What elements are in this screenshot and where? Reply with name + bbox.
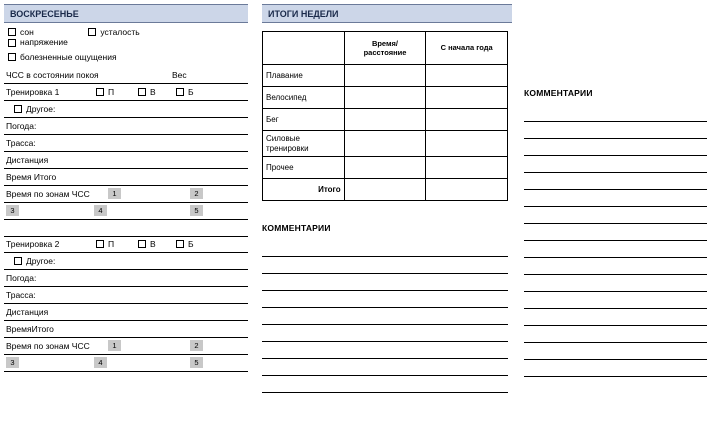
- checkbox-fatigue[interactable]: [88, 28, 192, 37]
- workout2-zones-row-1[interactable]: [4, 338, 248, 355]
- cell-cycling-week[interactable]: [344, 87, 426, 109]
- workout1-option-v-label: В: [150, 86, 156, 97]
- workout2-zones-row-2[interactable]: [4, 355, 248, 372]
- workout2-title: Тренировка 2: [6, 239, 60, 249]
- checkbox-box-icon[interactable]: [14, 257, 22, 265]
- comment-line[interactable]: [262, 257, 508, 274]
- feelings-row-1: [8, 28, 244, 49]
- comment-line[interactable]: [524, 173, 707, 190]
- checkbox-stress-label: напряжение: [20, 37, 68, 48]
- workout1-option-v[interactable]: [138, 88, 156, 97]
- comment-line[interactable]: [524, 292, 707, 309]
- workout1-other-label: Другое:: [26, 103, 56, 114]
- comment-line[interactable]: [524, 207, 707, 224]
- sunday-header: ВОСКРЕСЕНЬЕ: [4, 4, 248, 23]
- workout2-option-b[interactable]: [176, 240, 194, 249]
- workout1-time-total-row[interactable]: [4, 169, 248, 186]
- resting-hr-weight-row[interactable]: [4, 67, 248, 84]
- sunday-column: [4, 4, 248, 372]
- middle-comment-lines: [262, 240, 508, 393]
- workout1-option-p[interactable]: [96, 88, 114, 97]
- checkbox-box-icon[interactable]: [176, 240, 184, 248]
- comment-line[interactable]: [262, 240, 508, 257]
- checkbox-fatigue-label: усталость: [100, 27, 140, 37]
- col-header-activity: [263, 32, 345, 65]
- workout2-distance-row[interactable]: [4, 304, 248, 321]
- zone-badge-5: 5: [190, 205, 203, 216]
- table-header-row: [263, 32, 508, 65]
- cell-swimming-week[interactable]: [344, 65, 426, 87]
- comment-line[interactable]: [524, 190, 707, 207]
- workout2-route-label: Трасса:: [6, 289, 36, 300]
- zone-badge-1: 1: [108, 340, 121, 351]
- zone-badge-4: 4: [94, 357, 107, 368]
- checkbox-soreness-label: болезненные ощущения: [20, 51, 117, 62]
- cell-total-week[interactable]: [344, 179, 426, 201]
- comment-line[interactable]: [524, 139, 707, 156]
- workout1-route-label: Трасса:: [6, 137, 36, 148]
- checkbox-box-icon[interactable]: [138, 88, 146, 96]
- feelings-checkbox-group: [4, 23, 248, 67]
- workout2-zones-label: Время по зонам ЧСС: [6, 340, 90, 351]
- workout2-option-p[interactable]: [96, 240, 114, 249]
- weight-label: Вес: [172, 69, 187, 80]
- workout2-weather-row[interactable]: [4, 270, 248, 287]
- workout1-distance-label: Дистанция: [6, 154, 49, 165]
- checkbox-box-icon[interactable]: [96, 240, 104, 248]
- right-comment-lines: [524, 105, 707, 377]
- table-row: [263, 87, 508, 109]
- workout1-zones-row-2[interactable]: [4, 203, 248, 220]
- comment-line[interactable]: [524, 122, 707, 139]
- middle-comments-title: КОММЕНТАРИИ: [262, 223, 331, 234]
- comment-line[interactable]: [524, 258, 707, 275]
- workout1-zones-row-1[interactable]: [4, 186, 248, 203]
- table-row: [263, 65, 508, 87]
- checkbox-box-icon[interactable]: [138, 240, 146, 248]
- checkbox-box-icon[interactable]: [96, 88, 104, 96]
- checkbox-box-icon[interactable]: [8, 39, 16, 47]
- resting-hr-label: ЧСС в состоянии покоя: [6, 69, 99, 80]
- comment-line[interactable]: [524, 156, 707, 173]
- comment-line[interactable]: [524, 275, 707, 292]
- feelings-row-2: [8, 53, 244, 63]
- col-header-year-to-date: С начала года: [426, 32, 508, 65]
- workout2-route-row[interactable]: [4, 287, 248, 304]
- workout1-weather-row[interactable]: [4, 118, 248, 135]
- row-label-strength-line1: Силовые: [266, 134, 300, 143]
- week-summary-table: [262, 31, 508, 201]
- cell-other-year[interactable]: [426, 157, 508, 179]
- workout2-other-row[interactable]: [4, 253, 248, 270]
- workout2-total-label: Итого: [31, 323, 54, 334]
- comment-line[interactable]: [262, 376, 508, 393]
- col-header-time-distance-line1: Время/: [371, 38, 399, 48]
- zone-badge-4: 4: [94, 205, 107, 216]
- workout2-option-p-label: П: [108, 239, 115, 249]
- cell-other-week[interactable]: [344, 157, 426, 179]
- row-label-cycling: Велосипед: [263, 87, 345, 109]
- workout1-option-b[interactable]: [176, 88, 194, 97]
- workout2-option-b-label: Б: [188, 239, 194, 249]
- zone-badge-2: 2: [190, 188, 203, 199]
- workout2-other-label: Другое:: [26, 255, 56, 266]
- zone-badge-2: 2: [190, 340, 203, 351]
- table-row: [263, 179, 508, 201]
- comment-line[interactable]: [262, 274, 508, 291]
- checkbox-box-icon[interactable]: [176, 88, 184, 96]
- col-header-time-distance: [344, 32, 426, 65]
- cell-running-year[interactable]: [426, 109, 508, 131]
- workout1-row[interactable]: [4, 84, 248, 101]
- workout1-option-b-label: Б: [188, 86, 194, 97]
- workout1-other-row[interactable]: [4, 101, 248, 118]
- checkbox-box-icon[interactable]: [8, 28, 16, 36]
- comment-line[interactable]: [524, 241, 707, 258]
- comment-line[interactable]: [524, 224, 707, 241]
- table-row: [263, 157, 508, 179]
- workout1-weather-label: Погода:: [6, 120, 37, 131]
- checkbox-stress[interactable]: [8, 38, 68, 47]
- right-comments-column: [524, 88, 707, 377]
- comment-line[interactable]: [262, 308, 508, 325]
- zone-badge-3: 3: [6, 205, 19, 216]
- cell-running-week[interactable]: [344, 109, 426, 131]
- zone-badge-3: 3: [6, 357, 19, 368]
- zone-badge-5: 5: [190, 357, 203, 368]
- cell-strength-year[interactable]: [426, 131, 508, 157]
- comment-line[interactable]: [524, 343, 707, 360]
- cell-strength-week[interactable]: [344, 131, 426, 157]
- row-label-strength: [263, 131, 345, 157]
- checkbox-box-icon[interactable]: [88, 28, 96, 36]
- workout2-time-row[interactable]: [4, 321, 248, 338]
- workout1-spacer: [4, 220, 248, 236]
- row-label-other: Прочее: [263, 157, 345, 179]
- right-comments-title: КОММЕНТАРИИ: [524, 88, 593, 98]
- workout2-option-v[interactable]: [138, 240, 156, 249]
- cell-swimming-year[interactable]: [426, 65, 508, 87]
- workout2-time-label: Время: [6, 323, 32, 334]
- comment-line[interactable]: [524, 105, 707, 122]
- workout1-option-p-label: П: [108, 86, 115, 97]
- week-summary-column: [262, 4, 512, 393]
- workout2-row[interactable]: [4, 236, 248, 253]
- comment-line[interactable]: [262, 325, 508, 342]
- comment-line[interactable]: [524, 360, 707, 377]
- table-row: [263, 109, 508, 131]
- workout1-distance-row[interactable]: [4, 152, 248, 169]
- workout2-option-v-label: В: [150, 239, 156, 249]
- cell-total-year[interactable]: [426, 179, 508, 201]
- comment-line[interactable]: [524, 326, 707, 343]
- middle-comments-block: [262, 223, 512, 393]
- workout1-zones-label: Время по зонам ЧСС: [6, 188, 90, 199]
- workout1-route-row[interactable]: [4, 135, 248, 152]
- checkbox-box-icon[interactable]: [14, 105, 22, 113]
- cell-cycling-year[interactable]: [426, 87, 508, 109]
- workout2-distance-label: Дистанция: [6, 306, 49, 317]
- checkbox-box-icon[interactable]: [8, 53, 16, 61]
- col-header-time-distance-line2: расстояние: [363, 48, 407, 57]
- zone-badge-1: 1: [108, 188, 121, 199]
- workout1-title: Тренировка 1: [6, 86, 60, 97]
- comment-line[interactable]: [262, 291, 508, 308]
- row-label-strength-line2: тренировки: [266, 143, 309, 153]
- table-row: [263, 131, 508, 157]
- row-label-swimming: Плавание: [263, 65, 345, 87]
- checkbox-soreness[interactable]: [8, 53, 117, 62]
- checkbox-sleep[interactable]: [8, 28, 72, 37]
- week-summary-header: ИТОГИ НЕДЕЛИ: [262, 4, 512, 23]
- comment-line[interactable]: [524, 309, 707, 326]
- comment-line[interactable]: [262, 342, 508, 359]
- comment-line[interactable]: [262, 359, 508, 376]
- checkbox-sleep-label: сон: [20, 27, 34, 37]
- row-label-total: Итого: [263, 179, 345, 201]
- workout1-time-total-label: Время Итого: [6, 171, 57, 182]
- row-label-running: Бег: [263, 109, 345, 131]
- workout2-weather-label: Погода:: [6, 272, 37, 283]
